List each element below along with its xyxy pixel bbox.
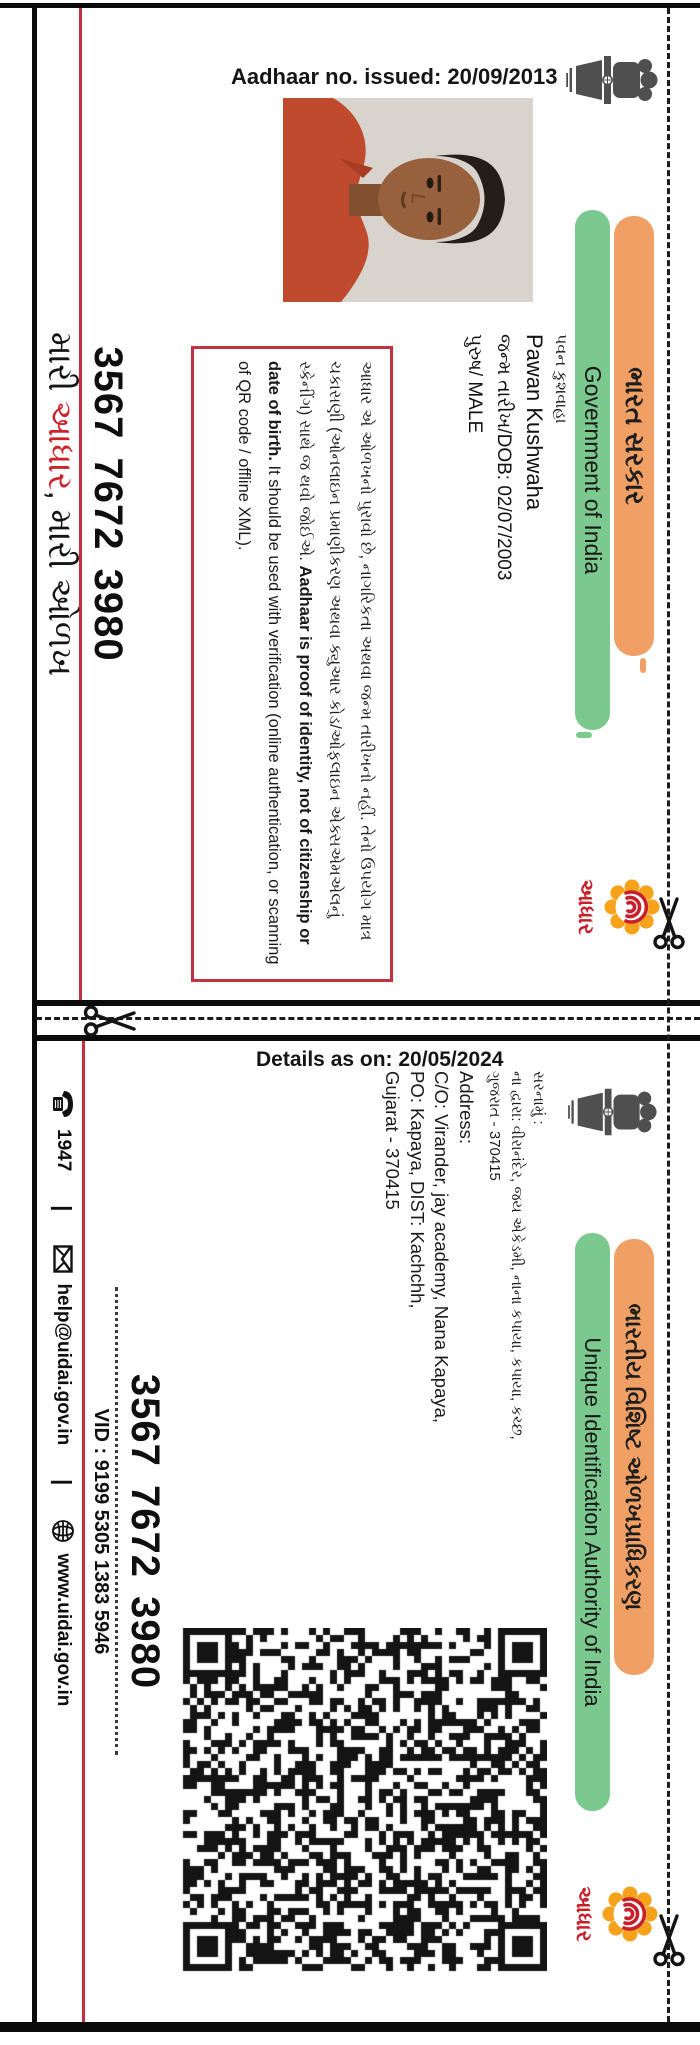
green-brush-tick — [576, 732, 592, 738]
support-email: help@uidai.gov.in — [53, 1283, 74, 1446]
saffron-brush-stroke — [614, 1239, 654, 1675]
helpline-number: 1947 — [53, 1129, 74, 1172]
contact-strip — [50, 1089, 76, 1989]
slogan-part2: , મારી ઓળખ — [41, 490, 79, 677]
address-block — [377, 1071, 546, 1440]
government-of-india-label: Government of India — [580, 365, 606, 575]
slogan-line — [41, 8, 78, 1000]
name-gujarati: પવન કુશવાહા — [552, 334, 569, 424]
ashoka-emblem-icon — [560, 1081, 660, 1143]
scissors-icon — [82, 1003, 138, 1039]
address-english-line: C/O: Virander, jay academy, Nana Kapaya, — [431, 1071, 453, 1424]
envelope-icon — [53, 1245, 73, 1273]
dob-line: જન્મ તારીખ/DOB: 02/07/2003 — [493, 334, 514, 581]
green-brush-stroke — [575, 210, 610, 730]
separator: | — [51, 1479, 76, 1486]
aadhaar-logo-icon — [573, 1855, 658, 1973]
front-issue-date-header: Aadhaar no. issued: 20/09/2013 — [231, 64, 558, 89]
aadhaar-number-back: 3567 7672 3980 — [123, 1373, 167, 1690]
address-gujarati-line: ના દ્વારા: વીરાનંદેર, જય એકેડમી, નાના કપાયા, કપાયા, કચ્છ, — [508, 1071, 525, 1440]
government-of-india-gujarati: ભારત સરકાર — [620, 367, 650, 505]
address-gujarati-label: સરનામું : — [530, 1071, 547, 1125]
authority-english: Unique Identification Authority of India — [580, 1337, 606, 1707]
slogan-aadhaar-word: આધાર — [41, 400, 79, 491]
aadhaar-logo-icon — [575, 848, 660, 966]
red-separator-line — [82, 1041, 85, 2022]
back-card — [37, 1041, 670, 2022]
authority-gujarati: ભારતીય વિશિષ્ટ ઓળખપ્રાધિકરણ — [621, 1303, 648, 1611]
website-url: www.uidai.gov.in — [53, 1553, 74, 1707]
gender-line: પુરુષ/ MALE — [464, 334, 485, 434]
globe-icon — [51, 1519, 75, 1543]
disclaimer-box — [191, 346, 393, 982]
saffron-brush-stroke — [614, 216, 654, 656]
back-details-date-header: Details as on: 20/05/2024 — [256, 1048, 504, 1071]
front-card — [37, 8, 670, 1000]
address-english-line: Gujarat - 370415 — [382, 1071, 404, 1210]
aadhaar-logo-text: આધાર — [572, 1886, 595, 1942]
disclaimer-gujarati: આધાર એ ઓળખનો પુરાવો છે, નાગરિકતા અથવા જન્મ તારીખનો નહીં. તેનો ઉપયોગ માત્ર ચકાસણી (ઓનલાઇન પ્રમાણીકરણ અથવા ક્યુઆર કોડ/ઓફલાઇન એક્સએમએલનું સ્કેનીંગ) સાથે જ થવો જોઈએ. — [295, 361, 375, 941]
scissors-icon — [651, 1912, 687, 1968]
separator: | — [51, 1205, 76, 1212]
vid-line: VID : 9199 5305 1383 5946 — [90, 1408, 112, 1655]
address-english-label: Address: — [456, 1071, 477, 1145]
name-english: Pawan Kushwaha — [522, 334, 547, 511]
aadhaar-number-front: 3567 7672 3980 — [86, 346, 130, 662]
scissors-icon — [651, 895, 687, 951]
disclaimer-english-bold: Aadhaar is proof of identity, not of citizenship or date of birth. — [265, 361, 314, 945]
disclaimer-english: It should be used with verification (online authentication, or scanning of QR code / offline XML). — [234, 361, 284, 965]
identity-details-block — [465, 334, 568, 580]
red-separator-line — [79, 8, 82, 1000]
phone-icon — [51, 1089, 75, 1119]
address-gujarati-line: ગુજરાત - 370415 — [486, 1071, 503, 1181]
dotted-separator-line — [115, 1287, 118, 1755]
aadhaar-logo-text: આધાર — [574, 879, 597, 935]
ashoka-emblem-icon — [559, 48, 660, 112]
bottom-border-line — [0, 2022, 700, 2032]
green-brush-stroke — [575, 1233, 610, 1811]
qr-code — [182, 1628, 547, 1973]
portrait-photo — [283, 98, 533, 302]
saffron-brush-tick — [640, 658, 646, 673]
address-english-line: PO: Kapaya, DIST: Kachchh, — [407, 1071, 428, 1309]
slogan-part1: મારી — [41, 331, 79, 401]
